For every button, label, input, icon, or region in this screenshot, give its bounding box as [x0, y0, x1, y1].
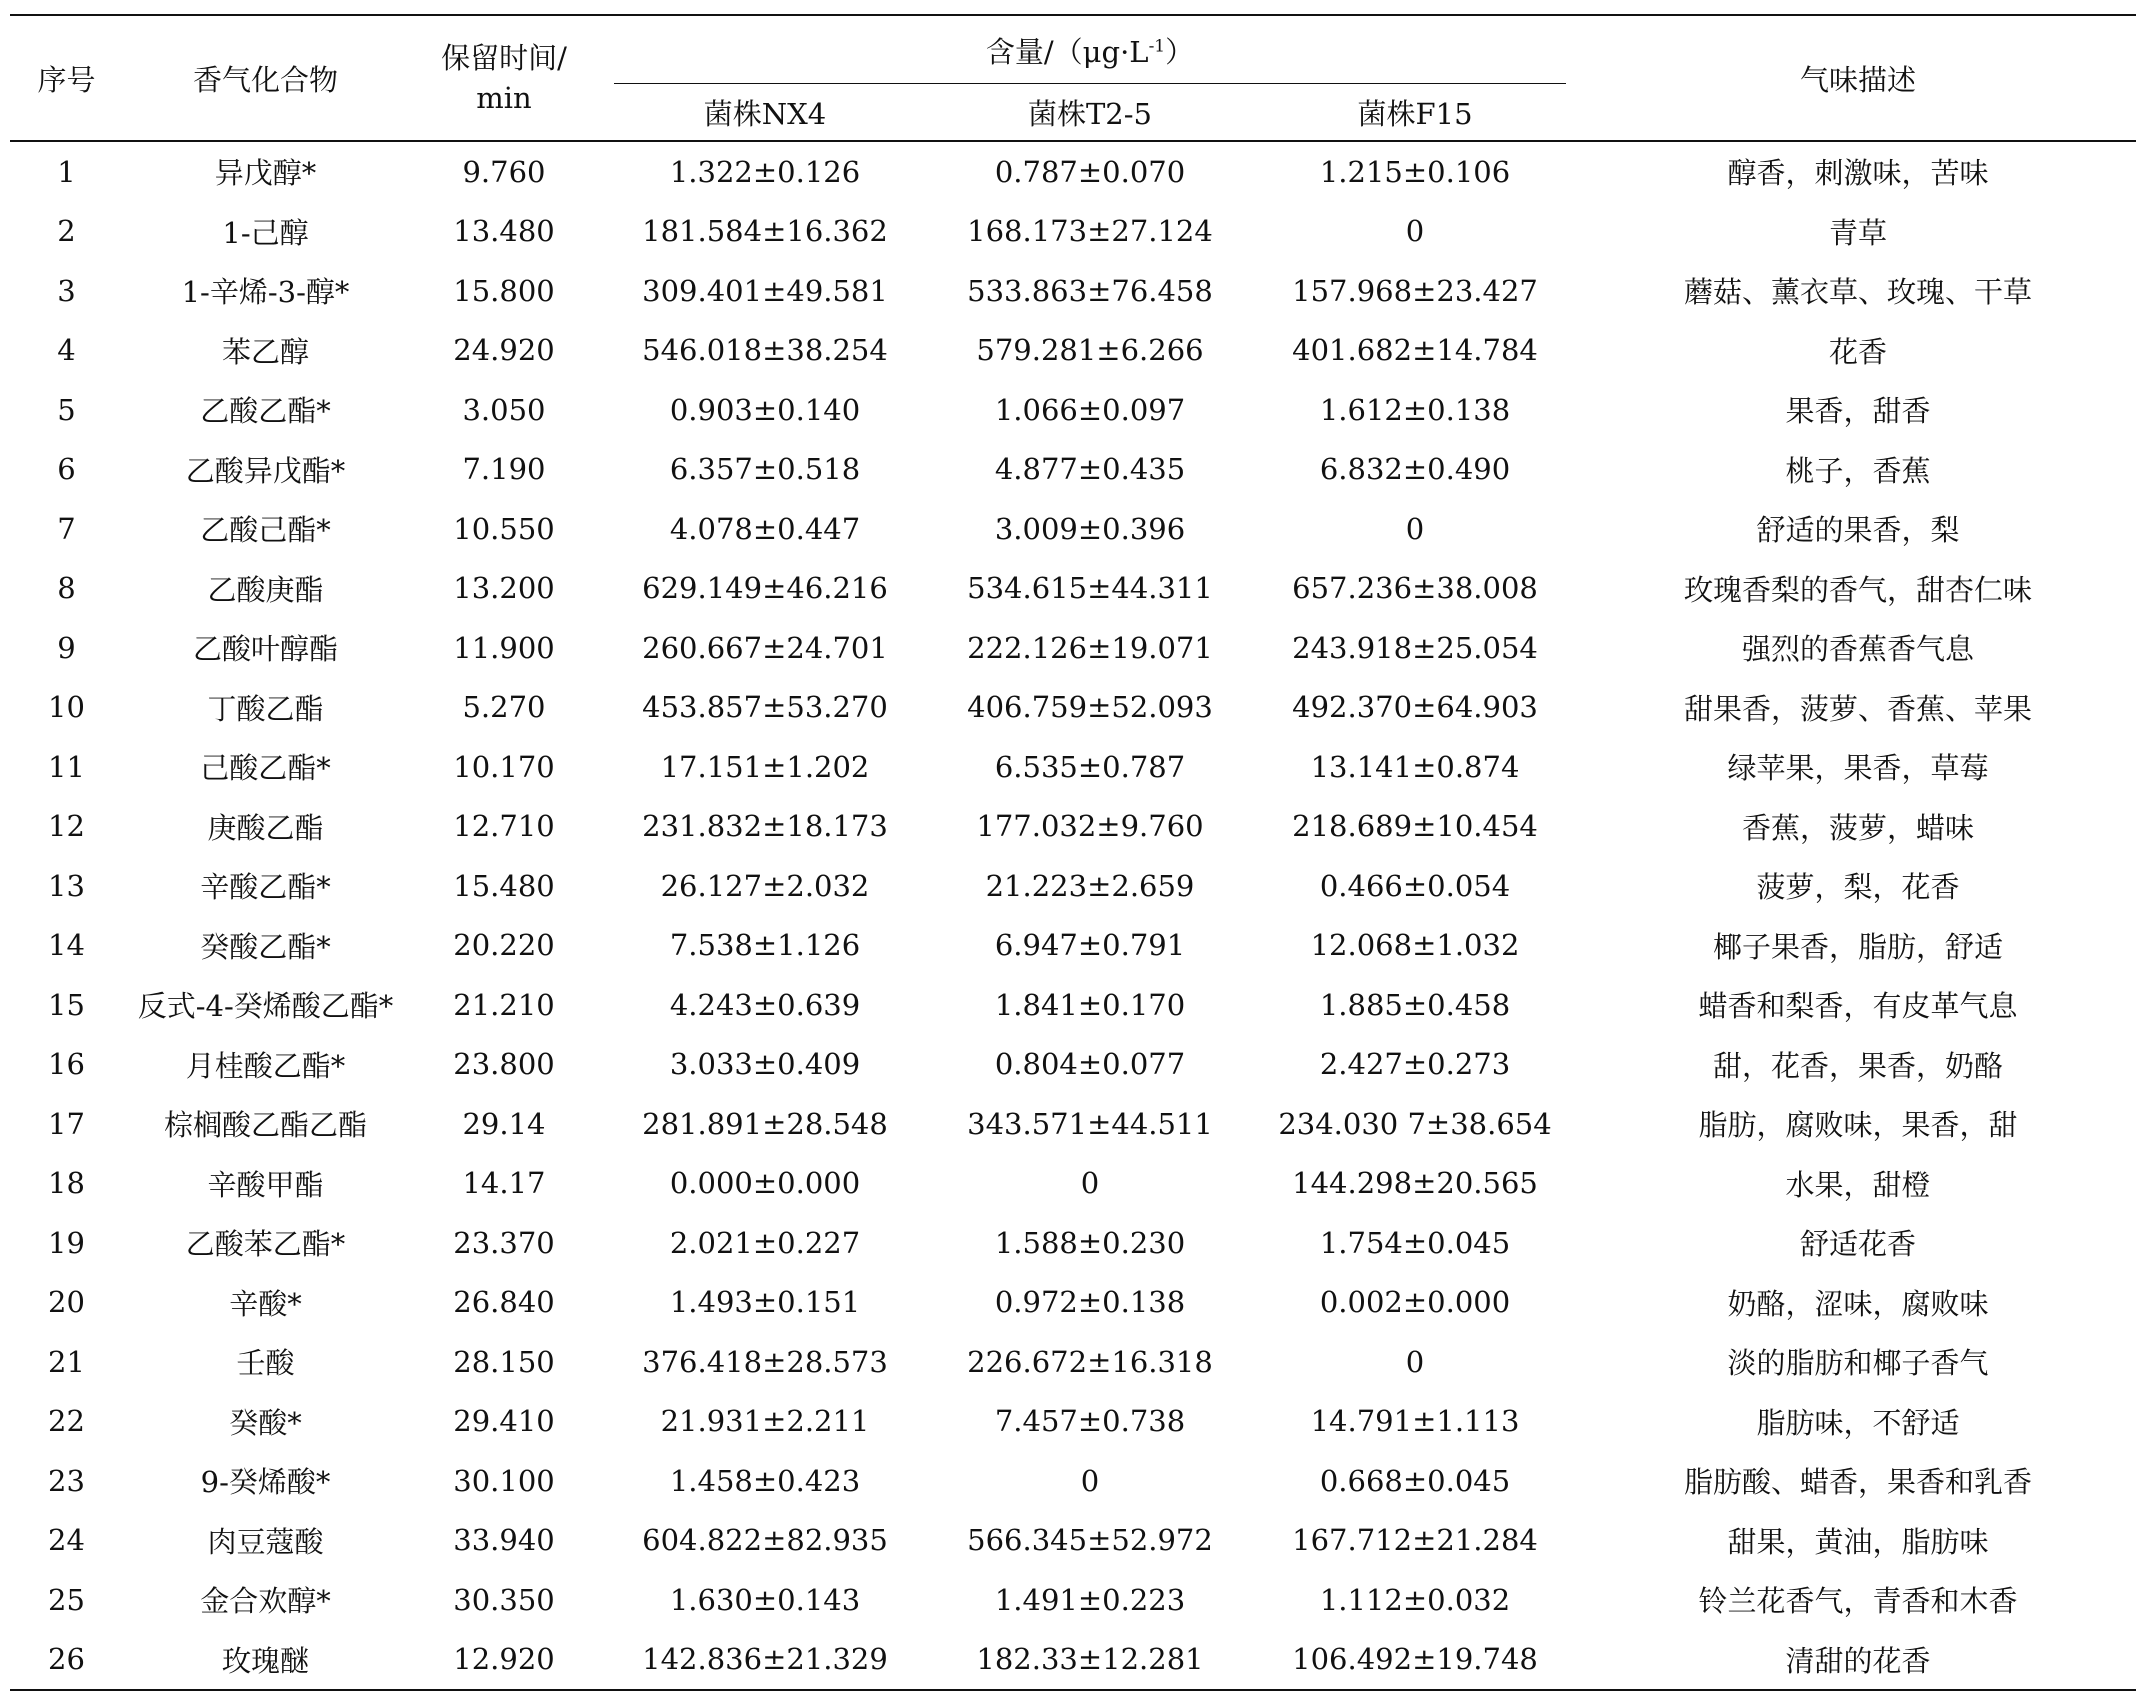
cell-retention-time: 14.17	[462, 1166, 546, 1201]
cell-retention-time: 15.800	[453, 273, 555, 308]
cell-odor: 脂肪，腐败味，果香，甜	[1698, 1108, 2018, 1143]
cell-retention-time: 15.480	[453, 868, 555, 903]
cell-content-nx4: 2.021±0.227	[669, 1225, 861, 1260]
header-index: 序号	[10, 15, 123, 141]
cell-content-nx4: 6.357±0.518	[669, 452, 861, 487]
cell-compound: 丁酸乙酯	[207, 691, 324, 726]
cell-retention-time: 11.900	[453, 630, 555, 665]
header-content-label: 含量/（μg·L	[985, 34, 1149, 69]
cell-index: 9	[57, 630, 76, 665]
cell-compound: 辛酸甲酯	[207, 1167, 324, 1202]
cell-content-t2-5: 21.223±2.659	[985, 868, 1195, 903]
cell-odor: 菠萝，梨，花香	[1756, 870, 1960, 905]
cell-index: 19	[48, 1225, 85, 1260]
cell-content-f15: 1.885±0.458	[1319, 987, 1511, 1022]
cell-content-f15: 106.492±19.748	[1250, 1630, 1580, 1691]
cell-odor: 脂肪味，不舒适	[1756, 1405, 1960, 1440]
cell-retention-time: 21.210	[453, 987, 555, 1022]
cell-compound: 1-辛烯-3-醇*	[181, 275, 350, 310]
cell-content-t2-5: 0.804±0.077	[994, 1047, 1186, 1082]
cell-retention-time: 29.14	[462, 1106, 546, 1141]
table-row	[10, 321, 2136, 381]
table-row	[10, 1511, 2136, 1571]
cell-retention-time: 13.200	[453, 571, 555, 606]
cell-odor: 清甜的花香	[1580, 1630, 2136, 1691]
cell-content-f15: 6.832±0.490	[1319, 452, 1511, 487]
cell-index: 6	[57, 452, 76, 487]
cell-retention-time: 9.760	[462, 154, 546, 189]
cell-odor: 花香	[1829, 334, 1888, 369]
header-retention-line2: min	[476, 81, 532, 115]
cell-index: 25	[48, 1582, 85, 1617]
cell-content-t2-5: 343.571±44.511	[967, 1106, 1213, 1141]
cell-content-f15: 1.754±0.045	[1319, 1225, 1511, 1260]
cell-compound: 乙酸异戊酯*	[185, 453, 346, 488]
cell-compound: 乙酸乙酯*	[200, 394, 331, 429]
cell-index: 11	[48, 749, 85, 784]
cell-odor: 绿苹果，果香，草莓	[1727, 751, 1989, 786]
cell-content-f15: 0.668±0.045	[1319, 1463, 1511, 1498]
cell-odor: 蘑菇、薰衣草、玫瑰、干草	[1684, 275, 2033, 310]
cell-odor: 蜡香和梨香，有皮革气息	[1698, 989, 2018, 1024]
cell-compound: 乙酸叶醇酯	[192, 632, 338, 667]
cell-content-nx4: 546.018±38.254	[642, 333, 888, 368]
cell-index: 22	[48, 1404, 85, 1439]
cell-content-t2-5: 0	[1080, 1166, 1100, 1201]
cell-content-f15: 13.141±0.874	[1310, 749, 1520, 784]
cell-content-t2-5: 3.009±0.396	[994, 511, 1186, 546]
header-content-underline	[614, 83, 1566, 84]
cell-index: 4	[57, 333, 76, 368]
cell-retention-time: 24.920	[453, 333, 555, 368]
header-compound: 香气化合物	[123, 15, 408, 141]
cell-retention-time: 13.480	[453, 214, 555, 249]
cell-retention-time: 23.370	[453, 1225, 555, 1260]
cell-content-f15: 243.918±25.054	[1292, 630, 1538, 665]
table-row	[10, 202, 2136, 262]
cell-index: 12	[48, 809, 85, 844]
cell-odor: 果香，甜香	[1785, 394, 1931, 429]
cell-content-f15: 144.298±20.565	[1292, 1166, 1538, 1201]
cell-compound: 乙酸己酯*	[200, 513, 331, 548]
cell-odor: 甜果香，菠萝、香蕉、苹果	[1684, 691, 2033, 726]
cell-odor: 香蕉，菠萝，蜡味	[1742, 810, 1975, 845]
table-row	[10, 1035, 2136, 1095]
cell-content-t2-5: 177.032±9.760	[976, 809, 1204, 844]
cell-content-nx4: 260.667±24.701	[642, 630, 888, 665]
cell-index: 1	[57, 154, 76, 189]
cell-index: 2	[57, 214, 76, 249]
cell-retention-time: 30.100	[453, 1463, 555, 1498]
cell-retention-time: 29.410	[453, 1404, 555, 1439]
cell-content-f15: 157.968±23.427	[1292, 273, 1538, 308]
cell-index: 21	[48, 1344, 85, 1379]
cell-content-nx4: 604.822±82.935	[642, 1523, 888, 1558]
table-row	[10, 975, 2136, 1035]
cell-content-nx4: 181.584±16.362	[642, 214, 888, 249]
header-content-superscript: -1	[1148, 35, 1166, 56]
cell-content-nx4: 3.033±0.409	[669, 1047, 861, 1082]
cell-content-nx4: 0.000±0.000	[669, 1166, 861, 1201]
cell-content-f15: 1.215±0.106	[1319, 154, 1511, 189]
cell-compound: 9-癸烯酸*	[200, 1465, 331, 1500]
cell-index: 8	[57, 571, 76, 606]
table-row	[10, 499, 2136, 559]
cell-retention-time: 28.150	[453, 1344, 555, 1379]
header-strain-nx4: 菌株NX4	[600, 84, 930, 141]
table-row	[10, 1094, 2136, 1154]
cell-content-t2-5: 4.877±0.435	[994, 452, 1186, 487]
cell-odor: 奶酪，涩味，腐败味	[1727, 1286, 1989, 1321]
cell-odor: 玫瑰香梨的香气，甜杏仁味	[1684, 572, 2033, 607]
cell-retention-time: 20.220	[453, 928, 555, 963]
header-retention-time	[408, 15, 600, 141]
cell-odor: 甜果，黄油，脂肪味	[1727, 1524, 1989, 1559]
cell-odor: 甜，花香，果香，奶酪	[1713, 1048, 2004, 1083]
cell-content-t2-5: 6.947±0.791	[994, 928, 1186, 963]
cell-content-f15: 167.712±21.284	[1292, 1523, 1538, 1558]
cell-content-t2-5: 222.126±19.071	[967, 630, 1213, 665]
cell-content-nx4: 7.538±1.126	[669, 928, 861, 963]
header-content-close: ）	[1165, 34, 1195, 69]
cell-retention-time: 12.710	[453, 809, 555, 844]
table-row	[10, 261, 2136, 321]
table-row	[10, 916, 2136, 976]
cell-compound: 乙酸苯乙酯*	[185, 1227, 346, 1262]
table-row	[10, 678, 2136, 738]
cell-compound: 异戊醇*	[214, 156, 317, 191]
cell-content-f15: 657.236±38.008	[1292, 571, 1538, 606]
cell-content-f15: 234.030 7±38.654	[1278, 1106, 1552, 1141]
cell-compound: 癸酸*	[229, 1405, 302, 1440]
cell-retention-time: 5.270	[462, 690, 546, 725]
cell-index: 16	[48, 1047, 85, 1082]
cell-retention-time: 23.800	[453, 1047, 555, 1082]
header-strain-f15: 菌株F15	[1250, 84, 1580, 141]
cell-content-nx4: 231.832±18.173	[642, 809, 888, 844]
cell-index: 23	[48, 1463, 85, 1498]
table-row	[10, 141, 2136, 202]
cell-odor: 醇香，刺激味，苦味	[1727, 156, 1989, 191]
table-row	[10, 618, 2136, 678]
cell-odor: 舒适的果香，梨	[1756, 513, 1960, 548]
cell-compound: 壬酸	[236, 1346, 295, 1381]
cell-content-t2-5: 0.787±0.070	[994, 154, 1186, 189]
cell-content-nx4: 4.078±0.447	[669, 511, 861, 546]
cell-content-f15: 218.689±10.454	[1292, 809, 1538, 844]
table-body	[10, 141, 2136, 1690]
cell-compound: 反式-4-癸烯酸乙酯*	[137, 989, 394, 1024]
cell-content-t2-5: 1.066±0.097	[994, 392, 1186, 427]
cell-odor: 强烈的香蕉香气息	[1742, 632, 1975, 667]
cell-content-f15: 0	[1405, 511, 1425, 546]
cell-compound: 苯乙醇	[221, 334, 309, 369]
cell-content-t2-5: 0.972±0.138	[994, 1285, 1186, 1320]
cell-content-f15: 492.370±64.903	[1292, 690, 1538, 725]
cell-content-nx4: 142.836±21.329	[600, 1630, 930, 1691]
cell-content-t2-5: 1.491±0.223	[994, 1582, 1186, 1617]
cell-content-nx4: 0.903±0.140	[669, 392, 861, 427]
cell-odor: 桃子，香蕉	[1785, 453, 1931, 488]
cell-index: 24	[48, 1523, 85, 1558]
cell-compound: 乙酸庚酯	[207, 572, 324, 607]
cell-retention-time: 30.350	[453, 1582, 555, 1617]
table-row	[10, 1451, 2136, 1511]
cell-content-t2-5: 168.173±27.124	[967, 214, 1213, 249]
cell-odor: 舒适花香	[1800, 1227, 1917, 1262]
cell-compound: 月桂酸乙酯*	[185, 1048, 346, 1083]
aroma-compounds-table	[10, 14, 2136, 1691]
cell-content-t2-5: 1.588±0.230	[994, 1225, 1186, 1260]
header-strain-t2-5: 菌株T2-5	[930, 84, 1250, 141]
cell-content-t2-5: 566.345±52.972	[967, 1523, 1213, 1558]
header-odor: 气味描述	[1580, 15, 2136, 141]
cell-content-f15: 0	[1405, 1344, 1425, 1379]
cell-content-t2-5: 7.457±0.738	[994, 1404, 1186, 1439]
table-row	[10, 559, 2136, 619]
cell-content-f15: 14.791±1.113	[1310, 1404, 1520, 1439]
cell-index: 7	[57, 511, 76, 546]
cell-odor: 青草	[1829, 215, 1888, 250]
cell-retention-time: 12.920	[408, 1630, 600, 1691]
cell-content-t2-5: 226.672±16.318	[967, 1344, 1213, 1379]
table-row	[10, 1213, 2136, 1273]
cell-content-t2-5: 0	[1080, 1463, 1100, 1498]
cell-odor: 水果，甜橙	[1785, 1167, 1931, 1202]
cell-content-nx4: 1.493±0.151	[669, 1285, 861, 1320]
table-header	[10, 15, 2136, 141]
cell-index: 15	[48, 987, 85, 1022]
table-row	[10, 440, 2136, 500]
table-row	[10, 1154, 2136, 1214]
cell-content-t2-5: 534.615±44.311	[967, 571, 1213, 606]
cell-retention-time: 33.940	[453, 1523, 555, 1558]
header-content-group	[600, 15, 1580, 84]
cell-odor: 淡的脂肪和椰子香气	[1727, 1346, 1989, 1381]
cell-compound: 1-己醇	[222, 215, 309, 250]
cell-content-t2-5: 406.759±52.093	[967, 690, 1213, 725]
cell-odor: 椰子果香，脂肪，舒适	[1713, 929, 2004, 964]
cell-odor: 脂肪酸、蜡香，果香和乳香	[1684, 1465, 2033, 1500]
table-row	[10, 1332, 2136, 1392]
cell-retention-time: 3.050	[462, 392, 546, 427]
cell-index: 26	[10, 1630, 123, 1691]
cell-retention-time: 10.170	[453, 749, 555, 784]
cell-content-nx4: 1.322±0.126	[669, 154, 861, 189]
cell-index: 14	[48, 928, 85, 963]
cell-index: 5	[57, 392, 76, 427]
cell-content-nx4: 4.243±0.639	[669, 987, 861, 1022]
cell-content-nx4: 309.401±49.581	[642, 273, 888, 308]
cell-content-f15: 0	[1405, 214, 1425, 249]
table-row	[10, 737, 2136, 797]
cell-content-f15: 0.466±0.054	[1319, 868, 1511, 903]
table-row	[10, 1273, 2136, 1333]
table-row	[10, 1570, 2136, 1630]
cell-index: 13	[48, 868, 85, 903]
cell-compound: 辛酸乙酯*	[200, 870, 331, 905]
table-row	[10, 1392, 2136, 1452]
cell-content-nx4: 26.127±2.032	[660, 868, 870, 903]
cell-compound: 庚酸乙酯	[207, 810, 324, 845]
table-row	[10, 797, 2136, 857]
cell-content-nx4: 1.458±0.423	[669, 1463, 861, 1498]
table-row	[10, 1630, 2136, 1691]
cell-content-f15: 0.002±0.000	[1319, 1285, 1511, 1320]
cell-content-t2-5: 533.863±76.458	[967, 273, 1213, 308]
cell-compound: 棕榈酸乙酯乙酯	[163, 1108, 367, 1143]
cell-content-nx4: 17.151±1.202	[660, 749, 870, 784]
cell-compound: 玫瑰醚	[123, 1630, 408, 1691]
cell-content-nx4: 21.931±2.211	[660, 1404, 870, 1439]
cell-content-nx4: 629.149±46.216	[642, 571, 888, 606]
cell-compound: 金合欢醇*	[200, 1584, 331, 1619]
table-row	[10, 380, 2136, 440]
cell-content-t2-5: 6.535±0.787	[994, 749, 1186, 784]
cell-index: 17	[48, 1106, 85, 1141]
cell-compound: 癸酸乙酯*	[200, 929, 331, 964]
cell-content-nx4: 1.630±0.143	[669, 1582, 861, 1617]
cell-compound: 肉豆蔻酸	[207, 1524, 324, 1559]
cell-retention-time: 7.190	[462, 452, 546, 487]
cell-index: 18	[48, 1166, 85, 1201]
cell-retention-time: 10.550	[453, 511, 555, 546]
cell-odor: 铃兰花香气，青香和木香	[1698, 1584, 2018, 1619]
cell-content-nx4: 376.418±28.573	[642, 1344, 888, 1379]
cell-content-f15: 1.612±0.138	[1319, 392, 1511, 427]
cell-index: 20	[48, 1285, 85, 1320]
cell-content-t2-5: 579.281±6.266	[976, 333, 1204, 368]
cell-content-nx4: 281.891±28.548	[642, 1106, 888, 1141]
cell-content-nx4: 453.857±53.270	[642, 690, 888, 725]
header-retention-line1: 保留时间/	[441, 41, 567, 75]
cell-retention-time: 26.840	[453, 1285, 555, 1320]
cell-content-t2-5: 182.33±12.281	[930, 1630, 1250, 1691]
cell-content-t2-5: 1.841±0.170	[994, 987, 1186, 1022]
cell-index: 3	[57, 273, 76, 308]
cell-compound: 己酸乙酯*	[200, 751, 331, 786]
cell-content-f15: 12.068±1.032	[1310, 928, 1520, 963]
cell-content-f15: 1.112±0.032	[1319, 1582, 1511, 1617]
cell-content-f15: 2.427±0.273	[1319, 1047, 1511, 1082]
cell-compound: 辛酸*	[229, 1286, 302, 1321]
cell-index: 10	[48, 690, 85, 725]
table-row	[10, 856, 2136, 916]
cell-content-f15: 401.682±14.784	[1292, 333, 1538, 368]
